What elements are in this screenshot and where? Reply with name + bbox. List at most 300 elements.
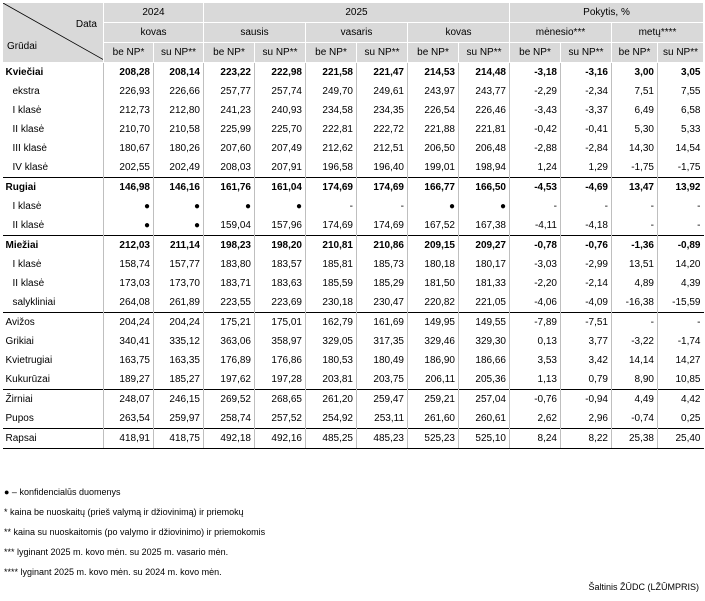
table-cell: 206,50 [408,139,459,158]
table-cell: 204,24 [154,313,204,333]
table-cell: 259,97 [154,409,204,429]
table-cell: 418,75 [154,429,204,449]
row-label: I klasė [12,259,42,270]
table-cell: -0,76 [561,236,612,256]
table-cell: 223,22 [204,63,255,83]
table-cell: 212,51 [357,139,408,158]
table-cell: 261,20 [306,390,357,410]
table-cell: 2,62 [510,409,561,429]
table-cell: 186,66 [459,351,510,370]
table-cell: 525,23 [408,429,459,449]
table-cell: 221,58 [306,63,357,83]
table-row [3,216,704,236]
table-cell: - [510,197,561,216]
table-cell: 167,38 [459,216,510,236]
col-su-np: su NP** [561,43,612,63]
table-cell: 249,61 [357,82,408,101]
row-label: IV klasė [12,162,49,173]
table-cell: 485,25 [306,429,357,449]
table-cell: 202,55 [104,158,154,178]
table-cell: 261,89 [154,293,204,313]
corner-data-label: Data [75,19,97,30]
table-cell: 268,65 [255,390,306,410]
year-2025-header: 2025 [204,3,510,23]
month-vasaris: vasaris [306,23,408,43]
row-label: II klasė [12,278,45,289]
source-note: Šaltinis ŽŪDC (LŽŪMPRIS) [588,582,699,592]
table-cell: ● [255,197,306,216]
table-cell: - [612,216,658,236]
table-row [3,255,704,274]
table-cell: 8,24 [510,429,561,449]
table-cell: 163,35 [154,351,204,370]
table-cell: 243,77 [459,82,510,101]
table-cell: 14,27 [658,351,704,370]
table-cell: 180,26 [154,139,204,158]
table-cell: 198,23 [204,236,255,256]
change-year-header: metų**** [612,23,704,43]
table-cell: 185,59 [306,274,357,293]
table-cell: 159,04 [204,216,255,236]
table-cell: 7,55 [658,82,704,101]
table-cell: 0,13 [510,332,561,351]
table-cell: 174,69 [357,178,408,198]
table-row [3,313,704,333]
row-label: salykliniai [12,297,56,308]
table-cell: 176,89 [204,351,255,370]
table-cell: 222,98 [255,63,306,83]
table-cell: ● [104,216,154,236]
table-body [3,63,704,449]
row-label: I klasė [12,201,42,212]
table-cell: 189,27 [104,370,154,390]
table-cell: - [658,216,704,236]
corner-grudai-label: Grūdai [7,41,38,52]
table-cell: 183,71 [204,274,255,293]
change-month-header: mėnesio*** [510,23,612,43]
table-cell: 1,29 [561,158,612,178]
footnote: ● – konfidencialūs duomenys [4,487,121,497]
table-cell: 14,30 [612,139,658,158]
table-cell: 3,77 [561,332,612,351]
table-cell: -0,41 [561,120,612,139]
table-cell: 207,60 [204,139,255,158]
table-cell: 180,18 [408,255,459,274]
table-cell: -0,89 [658,236,704,256]
table-cell: 249,70 [306,82,357,101]
table-cell: 166,77 [408,178,459,198]
table-cell: 175,01 [255,313,306,333]
footnote: ** kaina su nuoskaitomis (po valymo ir džiovinimo) ir priemokomis [4,527,266,537]
table-cell: 167,52 [408,216,459,236]
table-cell: 257,52 [255,409,306,429]
table-cell: -16,38 [612,293,658,313]
table-cell: ● [104,197,154,216]
footnote: **** lyginant 2025 m. kovo mėn. su 2024 m. kovo mėn. [4,567,222,577]
table-cell: 3,42 [561,351,612,370]
table-cell: -3,22 [612,332,658,351]
table-cell: - [612,313,658,333]
table-cell: 240,93 [255,101,306,120]
table-cell: 183,80 [204,255,255,274]
table-cell: 13,47 [612,178,658,198]
table-cell: 207,91 [255,158,306,178]
row-label: Grikiai [5,336,34,347]
table-cell: 185,27 [154,370,204,390]
table-cell: -2,99 [561,255,612,274]
table-row [3,274,704,293]
table-cell: 257,04 [459,390,510,410]
table-cell: -0,94 [561,390,612,410]
row-label: Miežiai [3,236,104,256]
table-row [3,429,704,449]
table-row [3,293,704,313]
table-cell: 149,55 [459,313,510,333]
table-cell: 230,18 [306,293,357,313]
table-cell: -4,09 [561,293,612,313]
table-cell: 198,94 [459,158,510,178]
table-cell: 259,47 [357,390,408,410]
table-cell: 257,77 [204,82,255,101]
row-label: Kviečiai [3,63,104,83]
table-row [3,390,704,410]
table-cell: 203,75 [357,370,408,390]
table-row [3,236,704,256]
row-label: ekstra [12,86,40,97]
row-label: Rapsai [3,429,104,449]
table-cell: -2,84 [561,139,612,158]
col-su-np: su NP** [658,43,704,63]
table-cell: 174,69 [306,216,357,236]
table-cell: 14,14 [612,351,658,370]
header-corner [3,3,104,63]
table-cell: -1,74 [658,332,704,351]
row-label: Avižos [3,313,104,333]
table-cell: 183,57 [255,255,306,274]
table-cell: 210,86 [357,236,408,256]
table-cell: 363,06 [204,332,255,351]
table-cell: 340,41 [104,332,154,351]
row-label: Rugiai [3,178,104,198]
table-cell: 6,58 [658,101,704,120]
table-cell: 196,40 [357,158,408,178]
table-cell: 161,69 [357,313,408,333]
table-cell: 25,40 [658,429,704,449]
table-cell: 205,36 [459,370,510,390]
table-cell: 8,22 [561,429,612,449]
table-cell: 146,98 [104,178,154,198]
table-cell: -3,43 [510,101,561,120]
table-row [3,101,704,120]
table-cell: ● [459,197,510,216]
table-cell: 485,23 [357,429,408,449]
table-cell: 4,39 [658,274,704,293]
table-cell: 161,04 [255,178,306,198]
table-cell: 329,05 [306,332,357,351]
table-cell: 225,99 [204,120,255,139]
table-cell: 185,81 [306,255,357,274]
table-cell: 0,25 [658,409,704,429]
table-cell: -4,69 [561,178,612,198]
table-cell: 223,69 [255,293,306,313]
table-cell: 206,48 [459,139,510,158]
table-cell: 211,14 [154,236,204,256]
table-cell: 5,33 [658,120,704,139]
table-cell: 161,76 [204,178,255,198]
col-su-np: su NP** [357,43,408,63]
table-cell: 202,49 [154,158,204,178]
table-cell: 261,60 [408,409,459,429]
table-row [3,82,704,101]
table-cell: 162,79 [306,313,357,333]
table-cell: 180,53 [306,351,357,370]
table-row [3,409,704,429]
table-cell: 176,86 [255,351,306,370]
col-su-np: su NP** [154,43,204,63]
col-be-np: be NP* [510,43,561,63]
table-cell: -4,06 [510,293,561,313]
table-row [3,139,704,158]
year-2024-header: 2024 [104,3,204,23]
table-cell: 259,21 [408,390,459,410]
table-cell: 163,75 [104,351,154,370]
table-cell: 204,24 [104,313,154,333]
table-cell: -1,36 [612,236,658,256]
table-cell: - [658,313,704,333]
table-cell: -2,88 [510,139,561,158]
table-cell: 260,61 [459,409,510,429]
table-cell: 0,79 [561,370,612,390]
table-cell: 230,47 [357,293,408,313]
table-cell: 418,91 [104,429,154,449]
table-cell: 10,85 [658,370,704,390]
table-cell: 210,70 [104,120,154,139]
table-cell: -4,18 [561,216,612,236]
table-cell: 226,93 [104,82,154,101]
table-cell: 335,12 [154,332,204,351]
table-cell: 317,35 [357,332,408,351]
table-cell: 3,53 [510,351,561,370]
table-row [3,197,704,216]
table-cell: 206,11 [408,370,459,390]
table-cell: 181,33 [459,274,510,293]
table-cell: 269,52 [204,390,255,410]
table-cell: -3,18 [510,63,561,83]
table-cell: 226,66 [154,82,204,101]
row-label: III klasė [12,143,47,154]
table-cell: 214,48 [459,63,510,83]
table-row [3,158,704,178]
table-cell: -0,78 [510,236,561,256]
table-cell: 197,28 [255,370,306,390]
table-cell: 5,30 [612,120,658,139]
table-row [3,351,704,370]
table-cell: ● [154,216,204,236]
table-cell: 1,13 [510,370,561,390]
table-cell: 212,03 [104,236,154,256]
table-cell: -7,51 [561,313,612,333]
table-row [3,63,704,83]
table-cell: 203,81 [306,370,357,390]
table-cell: 25,38 [612,429,658,449]
table-cell: -0,76 [510,390,561,410]
table-cell: 14,20 [658,255,704,274]
table-cell: 8,90 [612,370,658,390]
table-cell: 208,03 [204,158,255,178]
col-be-np: be NP* [104,43,154,63]
col-be-np: be NP* [612,43,658,63]
month-kovas-2025: kovas [408,23,510,43]
table-cell: 4,49 [612,390,658,410]
table-cell: 198,20 [255,236,306,256]
table-cell: 220,82 [408,293,459,313]
table-cell: 208,14 [154,63,204,83]
table-cell: 208,28 [104,63,154,83]
table-cell: 2,96 [561,409,612,429]
table-cell: ● [204,197,255,216]
table-cell: 263,54 [104,409,154,429]
table-cell: 221,88 [408,120,459,139]
table-cell: -2,14 [561,274,612,293]
table-cell: 199,01 [408,158,459,178]
change-header: Pokytis, % [510,3,704,23]
table-cell: 196,58 [306,158,357,178]
table-cell: 221,81 [459,120,510,139]
table-cell: 183,63 [255,274,306,293]
table-cell: 186,90 [408,351,459,370]
month-kovas-2024: kovas [104,23,204,43]
footnotes [4,482,265,582]
table-cell: 1,24 [510,158,561,178]
table-cell: -7,89 [510,313,561,333]
table-cell: 226,54 [408,101,459,120]
table-cell: ● [154,197,204,216]
table-cell: -1,75 [612,158,658,178]
footnote: *** lyginant 2025 m. kovo mėn. su 2025 m. vasario mėn. [4,547,229,557]
table-cell: 221,05 [459,293,510,313]
table-cell: 492,18 [204,429,255,449]
table-cell: 222,72 [357,120,408,139]
table-cell: - [306,197,357,216]
row-label: II klasė [12,220,45,231]
row-label: Pupos [5,413,34,424]
row-label: I klasė [12,105,42,116]
col-be-np: be NP* [408,43,459,63]
table-cell: 264,08 [104,293,154,313]
col-be-np: be NP* [306,43,357,63]
table-cell: 173,70 [154,274,204,293]
table-cell: 157,77 [154,255,204,274]
table-cell: -4,11 [510,216,561,236]
table-cell: 13,51 [612,255,658,274]
table-cell: 185,29 [357,274,408,293]
table-cell: 329,46 [408,332,459,351]
col-su-np: su NP** [255,43,306,63]
table-cell: 174,69 [306,178,357,198]
table-row [3,120,704,139]
table-cell: 492,16 [255,429,306,449]
table-cell: 210,58 [154,120,204,139]
table-cell: 246,15 [154,390,204,410]
col-su-np: su NP** [459,43,510,63]
table-cell: 166,50 [459,178,510,198]
table-cell: - [561,197,612,216]
table-row [3,332,704,351]
table-cell: 180,67 [104,139,154,158]
table-cell: -3,16 [561,63,612,83]
price-type-header-row [3,43,704,63]
table-cell: 6,49 [612,101,658,120]
table-cell: 174,69 [357,216,408,236]
table-cell: 3,00 [612,63,658,83]
table-cell: 175,21 [204,313,255,333]
table-cell: 329,30 [459,332,510,351]
table-cell: 234,58 [306,101,357,120]
table-cell: 149,95 [408,313,459,333]
table-cell: 258,74 [204,409,255,429]
table-cell: -3,03 [510,255,561,274]
footnote: * kaina be nuoskaitų (prieš valymą ir džiovinimą) ir priemokų [4,507,244,517]
table-cell: 212,80 [154,101,204,120]
table-cell: -2,29 [510,82,561,101]
table-cell: 13,92 [658,178,704,198]
table-cell: 185,73 [357,255,408,274]
table-cell: - [612,197,658,216]
table-cell: 358,97 [255,332,306,351]
table-cell: 4,89 [612,274,658,293]
table-cell: 210,81 [306,236,357,256]
table-cell: ● [408,197,459,216]
table-cell: 243,97 [408,82,459,101]
table-cell: 207,49 [255,139,306,158]
month-sausis: sausis [204,23,306,43]
table-cell: -15,59 [658,293,704,313]
col-be-np: be NP* [204,43,255,63]
table-cell: -4,53 [510,178,561,198]
table-cell: 7,51 [612,82,658,101]
table-row [3,370,704,390]
table-cell: 157,96 [255,216,306,236]
table-cell: 225,70 [255,120,306,139]
table-cell: 234,35 [357,101,408,120]
table-cell: 226,46 [459,101,510,120]
table-cell: -0,42 [510,120,561,139]
table-cell: -3,37 [561,101,612,120]
table-cell: 158,74 [104,255,154,274]
table-cell: 257,74 [255,82,306,101]
table-cell: 525,10 [459,429,510,449]
grain-price-table [2,2,704,449]
table-cell: 241,23 [204,101,255,120]
table-cell: 253,11 [357,409,408,429]
table-cell: 180,17 [459,255,510,274]
table-cell: 14,54 [658,139,704,158]
row-label: Kvietrugiai [5,355,53,366]
table-cell: 222,81 [306,120,357,139]
table-cell: 212,62 [306,139,357,158]
table-cell: - [357,197,408,216]
table-cell: -0,74 [612,409,658,429]
table-row [3,178,704,198]
table-cell: 221,47 [357,63,408,83]
table-cell: 254,92 [306,409,357,429]
row-label: II klasė [12,124,45,135]
table-cell: 197,62 [204,370,255,390]
table-cell: 209,15 [408,236,459,256]
table-cell: 4,42 [658,390,704,410]
table-cell: 223,55 [204,293,255,313]
table-cell: 3,05 [658,63,704,83]
